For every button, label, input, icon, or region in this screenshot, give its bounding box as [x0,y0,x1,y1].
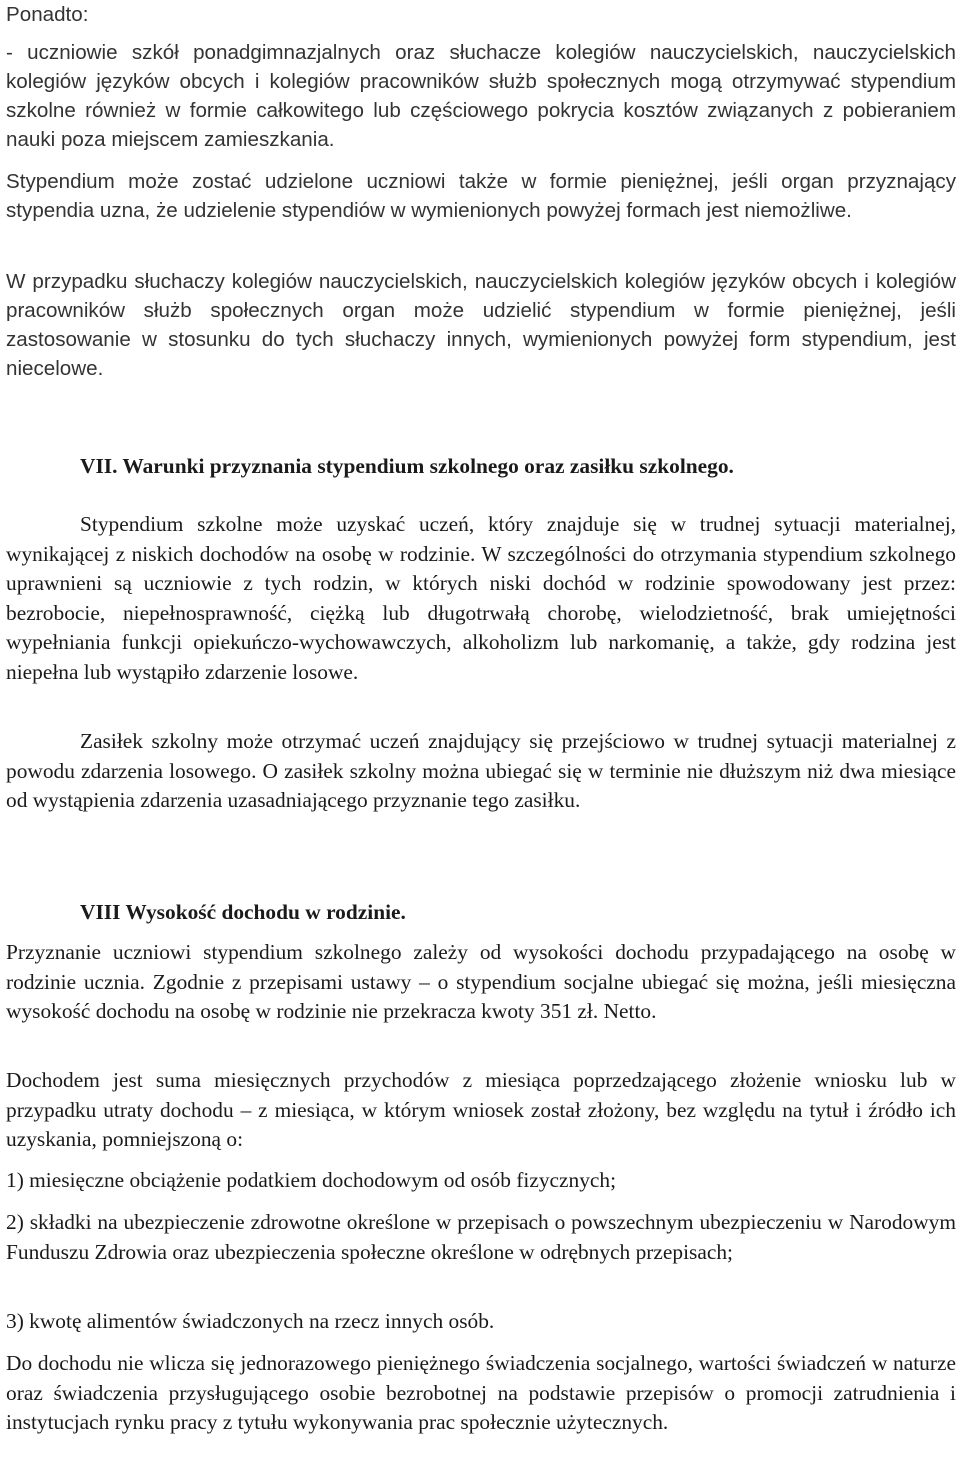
section-8-list-item-1: 1) miesięczne obciążenie podatkiem dochodowym od osób fizycznych; [6,1168,617,1192]
section-7-paragraph-1: Stypendium szkolne może uzyskać uczeń, który znajduje się w trudnej sytuacji materialnej, wynikającej z niskich dochodów na osobę w rodzinie. W szczególności do otrzymania stypendium szkolnego uprawnieni są uczniowie z tych rodzin, w których niski dochód w rodzinie spowodowany jest przez: bezrobocie, niepełnosprawność, ciężką lub długotrwałą chorobę, wielodzietność, brak umiejętności wypełniania funkcji opiekuńczo-wychowawczych, alkoholizm lub narkomanię, a także, gdy rodzina jest niepełna lub wystąpiło zdarzenie losowe. [6,512,956,684]
section-7-heading: VII. Warunki przyznania stypendium szkolnego oraz zasiłku szkolnego. [80,454,734,478]
section-8-heading: VIII Wysokość dochodu w rodzinie. [80,900,406,924]
section-8-paragraph-2: Dochodem jest suma miesięcznych przychodów z miesiąca poprzedzającego złożenie wniosku lub w przypadku utraty dochodu – z miesiąca, w którym wniosek został złożony, bez względu na tytuł i źródło ich uzyskania, pomniejszoną o: [6,1068,956,1151]
intro-title: Ponadto: [6,3,89,26]
intro-paragraph-1: Stypendium może zostać udzielone uczniowi także w formie pieniężnej, jeśli organ przyznający stypendia uzna, że udzielenie stypendiów w wymienionych powyżej formach jest niemożliwe. [6,170,956,222]
section-8-list-item-3: 3) kwotę alimentów świadczonych na rzecz innych osób. [6,1309,495,1333]
section-8-paragraph-3: Do dochodu nie wlicza się jednorazowego pieniężnego świadczenia socjalnego, wartości świadczeń w naturze oraz świadczenia przysługującego osobie bezrobotnej na podstawie przepisów o promocji zatrudnienia i instytucjach rynku pracy z tytułu wykonywania prac społecznie użytecznych. [6,1351,956,1434]
section-7-paragraph-2: Zasiłek szkolny może otrzymać uczeń znajdujący się przejściowo w trudnej sytuacji materialnej z powodu zdarzenia losowego. O zasiłek szkolny można ubiegać się w terminie nie dłuższym niż dwa miesiące od wystąpienia zdarzenia uzasadniającego przyznanie tego zasiłku. [6,729,956,812]
section-8-list-item-2: 2) składki na ubezpieczenie zdrowotne określone w przepisach o powszechnym ubezpieczeniu w Narodowym Funduszu Zdrowia oraz ubezpieczenia społeczne określone w odrębnych przepisach; [6,1210,956,1264]
section-8-paragraph-1: Przyznanie uczniowi stypendium szkolnego zależy od wysokości dochodu przypadającego na osobę w rodzinie ucznia. Zgodnie z przepisami ustawy – o stypendium socjalne ubiegać się można, jeśli miesięczna wysokość dochodu na osobę w rodzinie nie przekracza kwoty 351 zł. Netto. [6,940,956,1023]
intro-paragraph-2: W przypadku słuchaczy kolegiów nauczycielskich, nauczycielskich kolegiów języków obcych i kolegiów pracowników służb społecznych organ może udzielić stypendium w formie pieniężnej, jeśli zastosowanie w stosunku do tych słuchaczy innych, wymienionych powyżej form stypendium, jest niecelowe. [6,270,956,380]
intro-bullet: - uczniowie szkół ponadgimnazjalnych oraz słuchacze kolegiów nauczycielskich, nauczycielskich kolegiów języków obcych i kolegiów pracowników służb społecznych mogą otrzymywać stypendium szkolne również w formie całkowitego lub częściowego pokrycia kosztów związanych z pobieraniem nauki poza miejscem zamieszkania. [6,41,956,151]
